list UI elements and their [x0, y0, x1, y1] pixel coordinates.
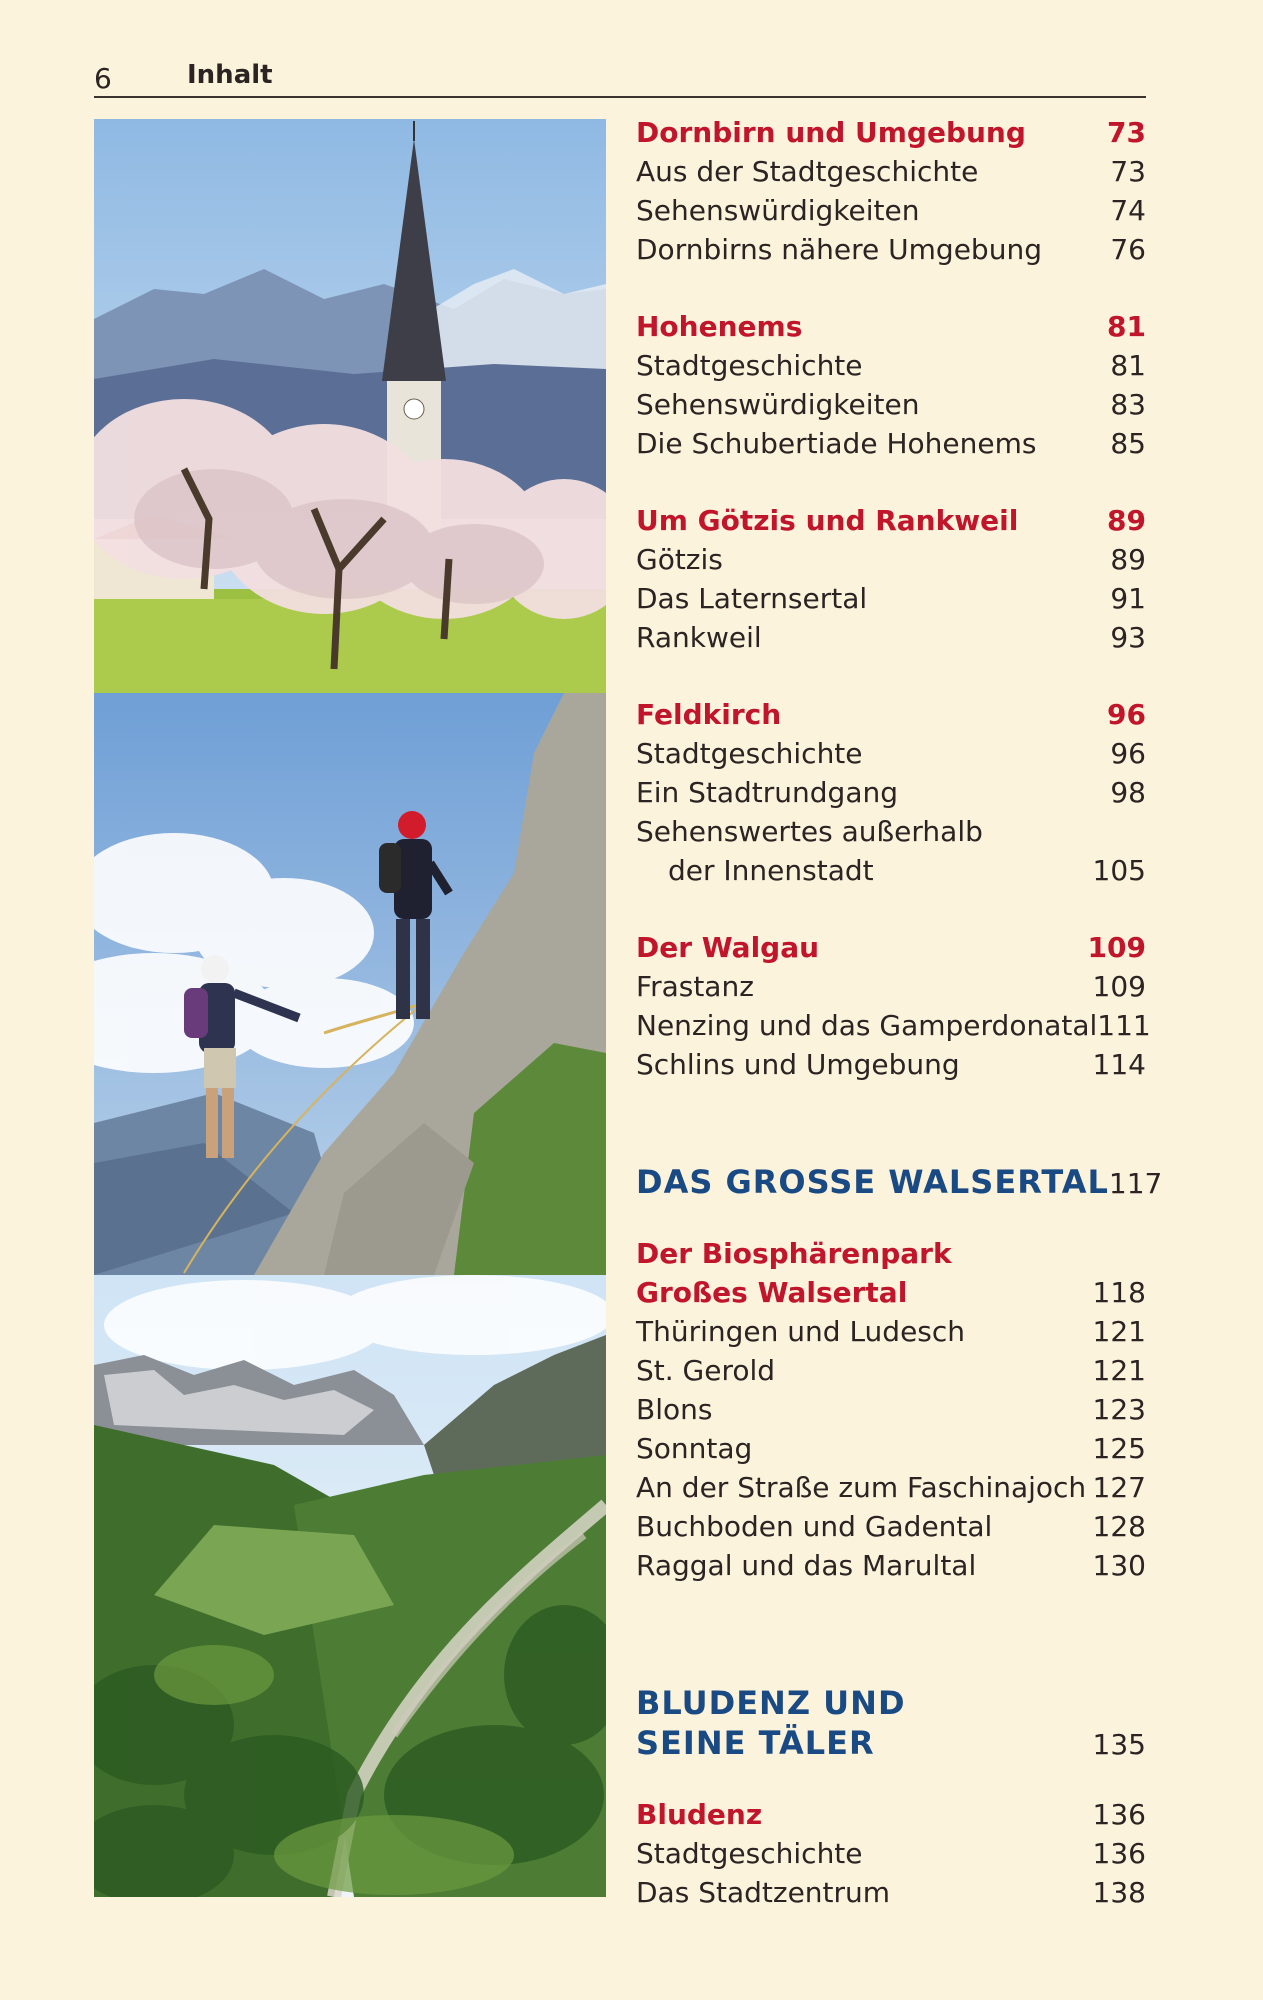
toc-heading[interactable]: Der Walgau 109	[636, 931, 1146, 964]
toc-item[interactable]: Rankweil 93	[636, 621, 1146, 654]
page-number: 6	[94, 62, 112, 95]
toc-item[interactable]: Stadtgeschichte 81	[636, 349, 1146, 382]
toc-item[interactable]: Blons 123	[636, 1393, 1146, 1426]
toc-item[interactable]: Sonntag 125	[636, 1432, 1146, 1465]
toc-item[interactable]: der Innenstadt 105	[668, 854, 1146, 887]
toc-heading[interactable]: Bludenz 136	[636, 1798, 1146, 1831]
toc-item[interactable]: Thüringen und Ludesch 121	[636, 1315, 1146, 1348]
photo-column	[94, 119, 606, 1897]
toc-item[interactable]: Sehenswürdigkeiten 74	[636, 194, 1146, 227]
toc-item[interactable]: Ein Stadtrundgang 98	[636, 776, 1146, 809]
table-of-contents	[636, 113, 1163, 1912]
church-cherry-blossom-photo	[94, 119, 606, 693]
toc-item[interactable]: Raggal und das Marultal 130	[636, 1549, 1146, 1582]
page-header	[94, 58, 1146, 98]
toc-item[interactable]: Götzis 89	[636, 543, 1146, 576]
toc-item[interactable]: An der Straße zum Faschinajoch 127	[636, 1471, 1146, 1504]
toc-item[interactable]: Sehenswürdigkeiten 83	[636, 388, 1146, 421]
toc-item[interactable]: Schlins und Umgebung 114	[636, 1048, 1146, 1081]
toc-heading[interactable]: Um Götzis und Rankweil 89	[636, 504, 1146, 537]
toc-part-bludenz[interactable]: BLUDENZ UND	[636, 1684, 906, 1722]
toc-heading[interactable]: Großes Walsertal 118	[636, 1276, 1146, 1309]
toc-item[interactable]: Buchboden und Gadental 128	[636, 1510, 1146, 1543]
toc-heading[interactable]: Der Biosphärenpark	[636, 1237, 952, 1270]
climbers-photo	[94, 693, 606, 1275]
toc-part-walsertal[interactable]: DAS GROSSE WALSERTAL 117	[636, 1163, 1163, 1201]
toc-item[interactable]: Aus der Stadtgeschichte 73	[636, 155, 1146, 188]
toc-item[interactable]: Die Schubertiade Hohenems 85	[636, 427, 1146, 460]
toc-part-bludenz-line2[interactable]: SEINE TÄLER 135	[636, 1724, 1146, 1762]
toc-item[interactable]: Das Stadtzentrum 138	[636, 1876, 1146, 1909]
toc-item[interactable]: Frastanz 109	[636, 970, 1146, 1003]
section-title: Inhalt	[187, 60, 273, 90]
toc-item[interactable]: Das Laternsertal 91	[636, 582, 1146, 615]
alpine-valley-photo	[94, 1275, 606, 1897]
toc-item[interactable]: St. Gerold 121	[636, 1354, 1146, 1387]
toc-item[interactable]: Stadtgeschichte 136	[636, 1837, 1146, 1870]
toc-item[interactable]: Nenzing und das Gamperdonatal 111	[636, 1009, 1151, 1042]
toc-item[interactable]: Dornbirns nähere Umgebung 76	[636, 233, 1146, 266]
toc-item[interactable]: Stadtgeschichte 96	[636, 737, 1146, 770]
toc-item[interactable]: Sehenswertes außerhalb	[636, 815, 983, 848]
toc-heading[interactable]: Hohenems 81	[636, 310, 1146, 343]
toc-heading[interactable]: Dornbirn und Umgebung 73	[636, 116, 1146, 149]
toc-heading[interactable]: Feldkirch 96	[636, 698, 1146, 731]
